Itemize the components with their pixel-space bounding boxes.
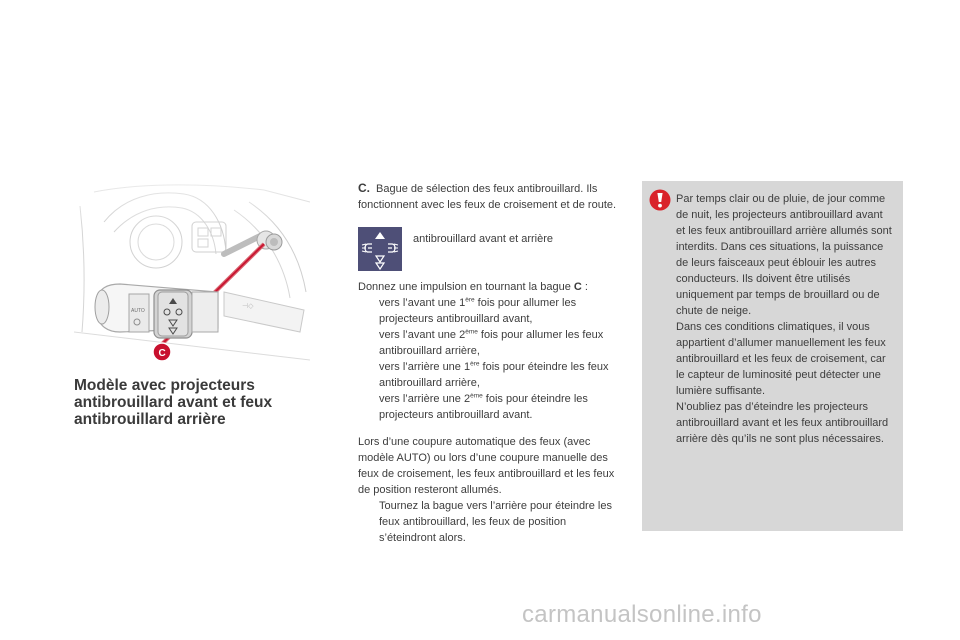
warning-box <box>642 181 903 531</box>
watermark: carmanualsonline.info <box>522 601 762 628</box>
bullet-text-end: fois pour allumer les projecteurs antibrouillard avant, <box>379 297 577 325</box>
bullet-text-start: vers l’arrière une 2 <box>379 393 471 405</box>
list-item <box>358 359 626 391</box>
list-item <box>358 295 626 327</box>
headlamp-stalk-illustration <box>74 182 310 368</box>
heading-line-2: antibrouillard avant et feux <box>74 394 273 411</box>
instructions-column <box>358 180 626 546</box>
warning-paragraph-1: Par temps clair ou de pluie, de jour comme de nuit, les projecteurs antibrouillard avant et les feux antibrouillard arrière allumés sont interdits. Dans ces situations, la puissance de leurs faisceaux peut éblouir les autres conducteurs. Ils doivent être utilisés uniquement par temps de brouillard ou de chute de neige. <box>676 193 892 317</box>
ordinal-suffix: ème <box>470 392 483 400</box>
warning-paragraph-3: N’oubliez pas d’éteindre les projecteurs antibrouillard avant et les feux antibrouillard arrière dès qu’ils ne sont plus nécessaires. <box>676 401 889 445</box>
stalk-illustration <box>74 182 310 368</box>
auto-paragraph: Lors d’une coupure automatique des feux (avec modèle AUTO) ou lors d’une coupure manuelle des feux de croisement, les feux antibrouillard et les feux de position resteront allumés. <box>358 436 615 496</box>
exclamation-warning-icon <box>649 189 671 211</box>
warning-paragraph-2: Dans ces conditions climatiques, il vous appartient d’allumer manuellement les feux antibrouillard et les feux de croisement, car le capteur de luminosité peut détecter une lumière suffisante. <box>676 321 886 397</box>
list-item <box>358 327 626 359</box>
final-bullet-list <box>358 498 626 546</box>
heading-line-1: Modèle avec projecteurs <box>74 377 255 394</box>
bullet-text-end: fois pour allumer les feux antibrouillard arrière, <box>379 329 604 357</box>
bullet-text-start: vers l’arrière une 1 <box>379 361 471 373</box>
bullet-text-start: vers l’avant une 2 <box>379 329 466 341</box>
ordinal-suffix: ère <box>465 296 475 304</box>
bullet-text-end: fois pour éteindre les projecteurs antibrouillard avant. <box>379 393 588 421</box>
list-item <box>358 391 626 423</box>
instruction-suffix: : <box>581 281 588 293</box>
instruction-prefix: Donnez une impulsion en tournant la bague <box>358 281 574 293</box>
list-item <box>358 498 626 546</box>
bullet-text-end: fois pour éteindre les feux antibrouillard arrière, <box>379 361 609 389</box>
instruction-letter: C <box>573 281 582 293</box>
fog-lamp-row <box>358 227 626 279</box>
section-heading <box>74 377 334 428</box>
instruction-bullets <box>358 295 626 423</box>
section-c-intro <box>358 180 626 213</box>
ordinal-suffix: ère <box>470 360 480 368</box>
front-rear-fog-lamp-icon <box>358 227 402 271</box>
fog-lamp-label: antibrouillard avant et arrière <box>413 233 554 245</box>
section-c-letter: C. <box>358 181 370 195</box>
final-bullet-text: Tournez la bague vers l’arrière pour éteindre les feux antibrouillard, les feux de position s’éteindront alors. <box>379 500 612 544</box>
heading-line-3: antibrouillard arrière <box>74 411 226 428</box>
section-c-intro-text: Bague de sélection des feux antibrouillard. Ils fonctionnent avec les feux de croisement et de route. <box>358 183 617 211</box>
bullet-text-start: vers l’avant une 1 <box>379 297 466 309</box>
ordinal-suffix: ème <box>465 328 478 336</box>
instruction-line <box>358 279 626 295</box>
